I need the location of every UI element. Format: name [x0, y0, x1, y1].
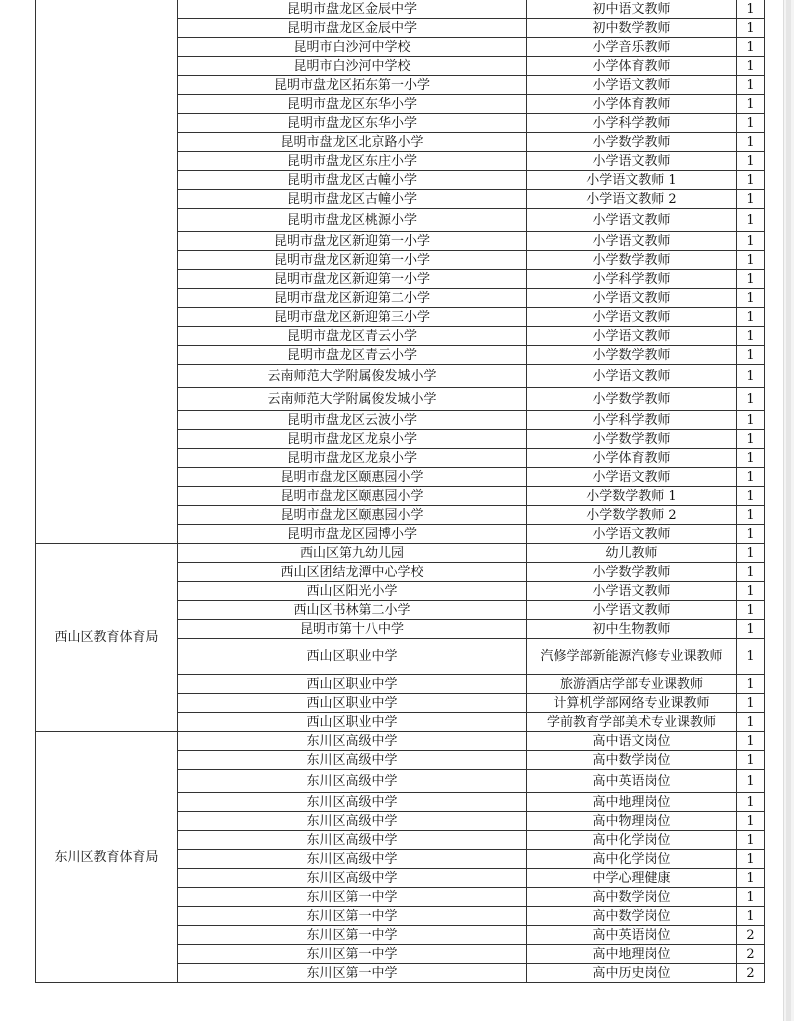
school-cell: 昆明市盘龙区金辰中学: [178, 19, 527, 38]
position-cell: 小学语文教师 2: [527, 190, 737, 209]
count-cell: 1: [737, 449, 765, 468]
count-cell: 1: [737, 468, 765, 487]
count-cell: 1: [737, 639, 765, 675]
school-cell: 昆明市盘龙区古幢小学: [178, 171, 527, 190]
count-cell: 2: [737, 964, 765, 983]
school-cell: 东川区第一中学: [178, 888, 527, 907]
position-cell: 小学语文教师 1: [527, 171, 737, 190]
school-cell: 东川区高级中学: [178, 770, 527, 793]
position-cell: 小学数学教师: [527, 563, 737, 582]
table-row: [36, 0, 765, 19]
position-cell: 小学数学教师 1: [527, 487, 737, 506]
scrollbar-thumb[interactable]: [786, 0, 791, 1021]
school-cell: 昆明市盘龙区东华小学: [178, 114, 527, 133]
count-cell: 1: [737, 770, 765, 793]
count-cell: 1: [737, 327, 765, 346]
position-cell: 高中语文岗位: [527, 732, 737, 751]
department-cell: 东川区教育体育局: [36, 732, 178, 983]
position-cell: 小学体育教师: [527, 57, 737, 76]
count-cell: 1: [737, 713, 765, 732]
count-cell: 1: [737, 831, 765, 850]
position-cell: 中学心理健康: [527, 869, 737, 888]
count-cell: 1: [737, 152, 765, 171]
position-cell: 小学语文教师: [527, 582, 737, 601]
position-cell: 学前教育学部美术专业课教师: [527, 713, 737, 732]
school-cell: 东川区第一中学: [178, 945, 527, 964]
school-cell: 东川区第一中学: [178, 907, 527, 926]
school-cell: 东川区高级中学: [178, 751, 527, 770]
school-cell: 云南师范大学附属俊发城小学: [178, 365, 527, 388]
count-cell: 1: [737, 793, 765, 812]
count-cell: 1: [737, 365, 765, 388]
count-cell: 1: [737, 694, 765, 713]
school-cell: 东川区高级中学: [178, 850, 527, 869]
school-cell: 昆明市盘龙区新迎第三小学: [178, 308, 527, 327]
school-cell: 西山区职业中学: [178, 639, 527, 675]
position-cell: 小学语文教师: [527, 232, 737, 251]
school-cell: 昆明市盘龙区颐惠园小学: [178, 487, 527, 506]
position-cell: 小学语文教师: [527, 365, 737, 388]
table-row: [36, 544, 765, 563]
count-cell: 1: [737, 19, 765, 38]
count-cell: 1: [737, 732, 765, 751]
count-cell: 1: [737, 114, 765, 133]
count-cell: 1: [737, 869, 765, 888]
position-cell: 小学语文教师: [527, 525, 737, 544]
vertical-scrollbar[interactable]: [783, 0, 794, 1021]
position-cell: 高中物理岗位: [527, 812, 737, 831]
table-body: [36, 0, 765, 983]
school-cell: 东川区第一中学: [178, 926, 527, 945]
position-cell: 高中英语岗位: [527, 770, 737, 793]
count-cell: 1: [737, 76, 765, 95]
count-cell: 1: [737, 388, 765, 411]
position-cell: 小学数学教师: [527, 430, 737, 449]
position-cell: 小学语文教师: [527, 76, 737, 95]
school-cell: 昆明市盘龙区新迎第一小学: [178, 251, 527, 270]
department-cell: [36, 0, 178, 544]
position-cell: 小学语文教师: [527, 327, 737, 346]
count-cell: 1: [737, 888, 765, 907]
count-cell: 1: [737, 751, 765, 770]
count-cell: 1: [737, 251, 765, 270]
school-cell: 昆明市白沙河中学校: [178, 57, 527, 76]
count-cell: 1: [737, 346, 765, 365]
school-cell: 西山区书林第二小学: [178, 601, 527, 620]
school-cell: 昆明市盘龙区新迎第一小学: [178, 270, 527, 289]
school-cell: 昆明市盘龙区园博小学: [178, 525, 527, 544]
position-cell: 小学语文教师: [527, 308, 737, 327]
school-cell: 昆明市盘龙区龙泉小学: [178, 430, 527, 449]
position-cell: 汽修学部新能源汽修专业课教师: [527, 639, 737, 675]
school-cell: 西山区职业中学: [178, 713, 527, 732]
count-cell: 1: [737, 525, 765, 544]
position-cell: 计算机学部网络专业课教师: [527, 694, 737, 713]
school-cell: 昆明市盘龙区青云小学: [178, 327, 527, 346]
count-cell: 1: [737, 506, 765, 525]
school-cell: 东川区高级中学: [178, 869, 527, 888]
position-cell: 小学语文教师: [527, 152, 737, 171]
school-cell: 昆明市盘龙区古幢小学: [178, 190, 527, 209]
position-cell: 高中数学岗位: [527, 751, 737, 770]
count-cell: 1: [737, 907, 765, 926]
count-cell: 1: [737, 209, 765, 232]
position-cell: 小学语文教师: [527, 209, 737, 232]
school-cell: 昆明市第十八中学: [178, 620, 527, 639]
position-cell: 高中化学岗位: [527, 850, 737, 869]
position-cell: 小学音乐教师: [527, 38, 737, 57]
count-cell: 1: [737, 95, 765, 114]
school-cell: 西山区职业中学: [178, 694, 527, 713]
position-cell: 小学数学教师: [527, 251, 737, 270]
position-cell: 高中历史岗位: [527, 964, 737, 983]
position-cell: 小学语文教师: [527, 601, 737, 620]
count-cell: 2: [737, 945, 765, 964]
count-cell: 1: [737, 620, 765, 639]
position-cell: 小学体育教师: [527, 449, 737, 468]
count-cell: 1: [737, 411, 765, 430]
position-cell: 高中数学岗位: [527, 888, 737, 907]
school-cell: 昆明市盘龙区龙泉小学: [178, 449, 527, 468]
school-cell: 昆明市盘龙区云波小学: [178, 411, 527, 430]
position-cell: 小学语文教师: [527, 468, 737, 487]
school-cell: 昆明市盘龙区东华小学: [178, 95, 527, 114]
school-cell: 西山区团结龙潭中心学校: [178, 563, 527, 582]
table-row: [36, 732, 765, 751]
school-cell: 昆明市盘龙区颐惠园小学: [178, 468, 527, 487]
school-cell: 昆明市盘龙区金辰中学: [178, 0, 527, 19]
position-cell: 高中英语岗位: [527, 926, 737, 945]
position-cell: 小学科学教师: [527, 114, 737, 133]
school-cell: 东川区高级中学: [178, 812, 527, 831]
count-cell: 1: [737, 57, 765, 76]
school-cell: 西山区阳光小学: [178, 582, 527, 601]
count-cell: 1: [737, 812, 765, 831]
position-cell: 高中数学岗位: [527, 907, 737, 926]
count-cell: 1: [737, 487, 765, 506]
school-cell: 昆明市盘龙区东庄小学: [178, 152, 527, 171]
position-cell: 旅游酒店学部专业课教师: [527, 675, 737, 694]
position-cell: 小学数学教师: [527, 133, 737, 152]
count-cell: 1: [737, 430, 765, 449]
position-cell: 小学语文教师: [527, 289, 737, 308]
school-cell: 西山区第九幼儿园: [178, 544, 527, 563]
school-cell: 昆明市盘龙区拓东第一小学: [178, 76, 527, 95]
count-cell: 1: [737, 544, 765, 563]
position-cell: 初中生物教师: [527, 620, 737, 639]
position-cell: 小学科学教师: [527, 411, 737, 430]
school-cell: 东川区高级中学: [178, 793, 527, 812]
count-cell: 1: [737, 38, 765, 57]
school-cell: 西山区职业中学: [178, 675, 527, 694]
school-cell: 昆明市盘龙区新迎第二小学: [178, 289, 527, 308]
school-cell: 东川区高级中学: [178, 831, 527, 850]
count-cell: 1: [737, 601, 765, 620]
count-cell: 1: [737, 675, 765, 694]
position-cell: 高中地理岗位: [527, 945, 737, 964]
count-cell: 1: [737, 133, 765, 152]
school-cell: 昆明市盘龙区桃源小学: [178, 209, 527, 232]
school-cell: 昆明市盘龙区青云小学: [178, 346, 527, 365]
department-cell: 西山区教育体育局: [36, 544, 178, 732]
school-cell: 东川区高级中学: [178, 732, 527, 751]
position-cell: 初中数学教师: [527, 19, 737, 38]
recruitment-table: [35, 0, 765, 983]
position-cell: 小学数学教师: [527, 388, 737, 411]
position-cell: 小学体育教师: [527, 95, 737, 114]
position-cell: 高中化学岗位: [527, 831, 737, 850]
count-cell: 1: [737, 850, 765, 869]
school-cell: 云南师范大学附属俊发城小学: [178, 388, 527, 411]
school-cell: 昆明市白沙河中学校: [178, 38, 527, 57]
count-cell: 1: [737, 582, 765, 601]
school-cell: 东川区第一中学: [178, 964, 527, 983]
position-cell: 小学科学教师: [527, 270, 737, 289]
position-cell: 初中语文教师: [527, 0, 737, 19]
position-cell: 高中地理岗位: [527, 793, 737, 812]
count-cell: 1: [737, 190, 765, 209]
count-cell: 1: [737, 270, 765, 289]
count-cell: 1: [737, 0, 765, 19]
count-cell: 2: [737, 926, 765, 945]
count-cell: 1: [737, 232, 765, 251]
count-cell: 1: [737, 308, 765, 327]
school-cell: 昆明市盘龙区北京路小学: [178, 133, 527, 152]
school-cell: 昆明市盘龙区颐惠园小学: [178, 506, 527, 525]
position-cell: 幼儿教师: [527, 544, 737, 563]
count-cell: 1: [737, 289, 765, 308]
count-cell: 1: [737, 563, 765, 582]
position-cell: 小学数学教师: [527, 346, 737, 365]
count-cell: 1: [737, 171, 765, 190]
position-cell: 小学数学教师 2: [527, 506, 737, 525]
school-cell: 昆明市盘龙区新迎第一小学: [178, 232, 527, 251]
